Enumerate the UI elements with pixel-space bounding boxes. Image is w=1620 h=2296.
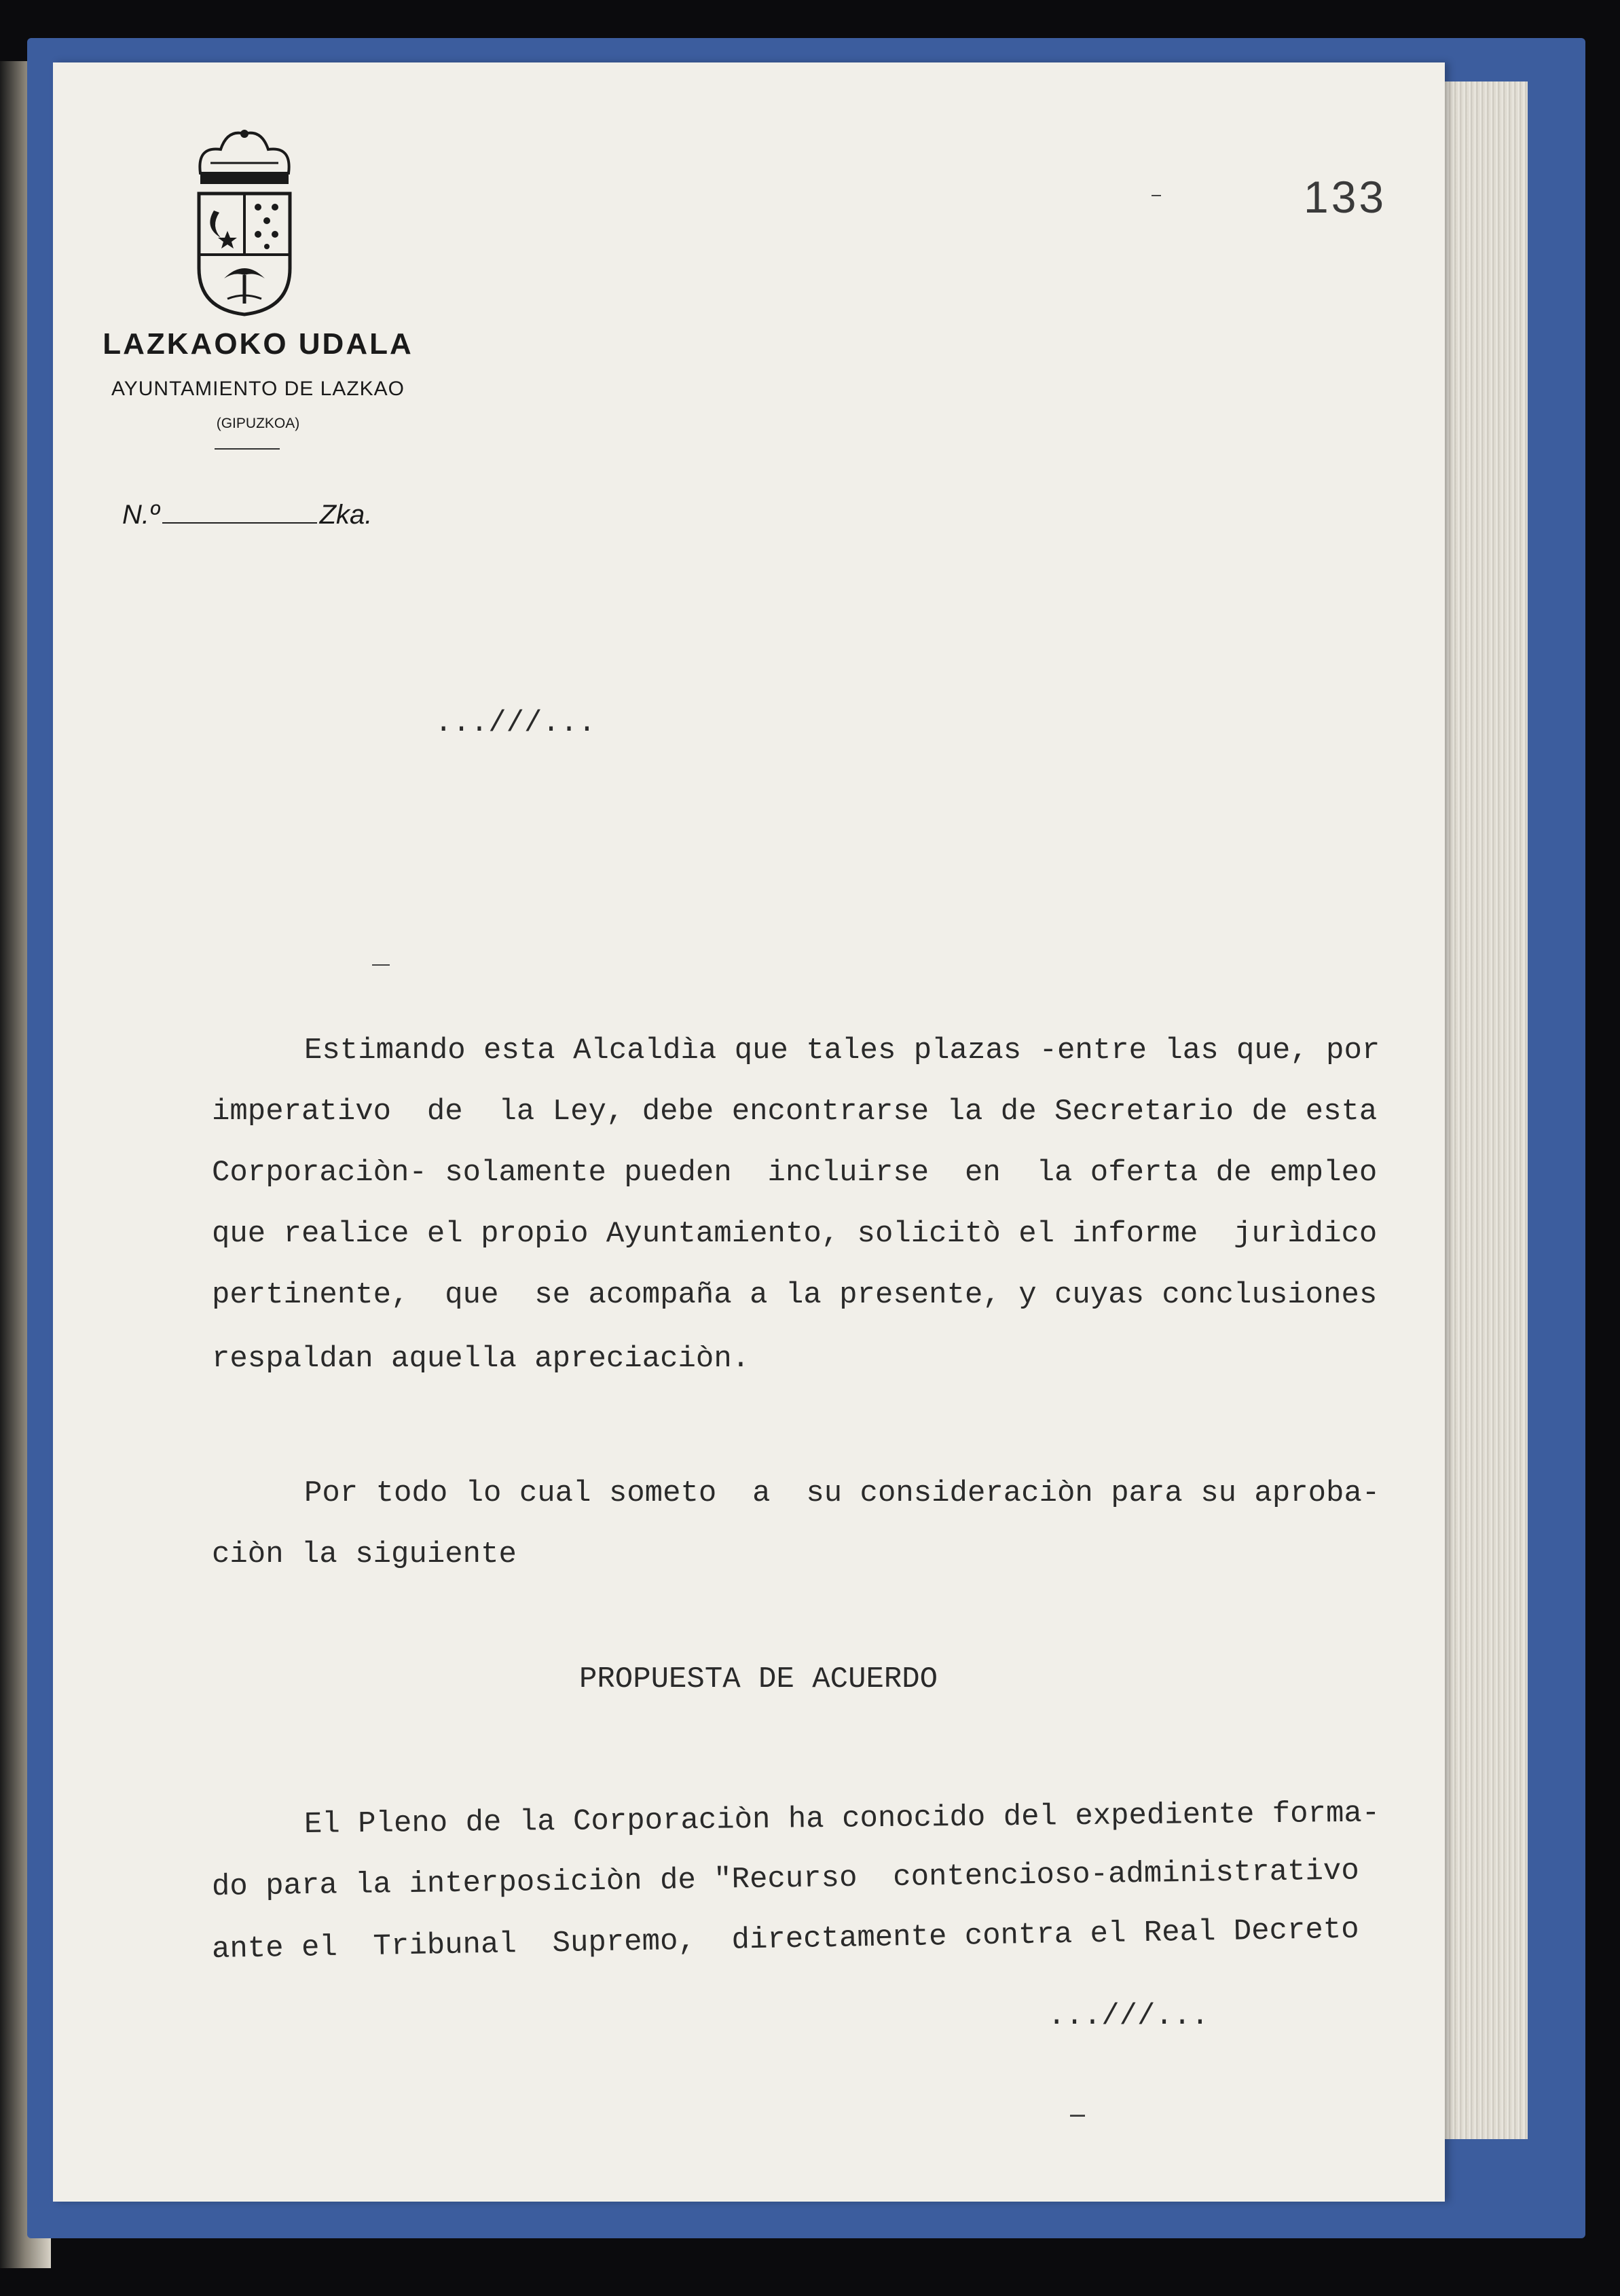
reference-number-line <box>122 500 372 530</box>
paragraph-1-line-6: respaldan aquella apreciaciòn. <box>212 1342 750 1376</box>
ref-suffix: Zka. <box>319 500 373 530</box>
ref-blank <box>162 522 317 524</box>
org-subtitle: AYUNTAMIENTO DE LAZKAO <box>111 378 405 400</box>
paragraph-2-line-1: Por todo lo cual someto a su consideraciòn para su aproba- <box>304 1476 1380 1510</box>
continuation-mark-top: ...///... <box>435 706 596 740</box>
page-number: 133 <box>1304 172 1387 222</box>
paragraph-3-line-2: do para la interposiciòn de "Recurso contencioso-administrativo <box>211 1854 1360 1904</box>
ref-prefix: N.º <box>122 500 160 530</box>
paragraph-1-line-3: Corporaciòn- solamente pueden incluirse en la oferta de empleo <box>212 1156 1378 1190</box>
paragraph-1-line-4: que realice el propio Ayuntamiento, solicitò el informe jurìdico <box>212 1217 1378 1251</box>
continuation-mark-bottom: ...///... <box>1048 1999 1209 2033</box>
stray-mark <box>372 964 390 966</box>
org-name: LAZKAOKO UDALA <box>103 327 413 361</box>
paragraph-3-line-3: ante el Tribunal Supremo, directamente contra el Real Decreto <box>211 1912 1360 1967</box>
paragraph-3-line-1: El Pleno de la Corporaciòn ha conocido del expediente forma- <box>303 1796 1380 1842</box>
stray-mark <box>1070 2115 1085 2117</box>
paragraph-1-line-2: imperativo de la Ley, debe encontrarse la de Secretario de esta <box>212 1095 1378 1129</box>
paragraph-1-line-5: pertinente, que se acompaña a la presente, y cuyas conclusiones <box>212 1278 1378 1312</box>
paragraph-1-line-1: Estimando esta Alcaldìa que tales plazas -entre las que, por <box>304 1034 1380 1068</box>
document-page <box>53 62 1445 2202</box>
org-province: (GIPUZKOA) <box>216 416 300 431</box>
proposal-heading: PROPUESTA DE ACUERDO <box>579 1662 938 1696</box>
coat-of-arms-icon <box>187 126 302 319</box>
stray-mark <box>1152 195 1161 196</box>
paragraph-2-line-2: ciòn la siguiente <box>212 1537 517 1571</box>
letterhead-rule <box>215 448 280 450</box>
